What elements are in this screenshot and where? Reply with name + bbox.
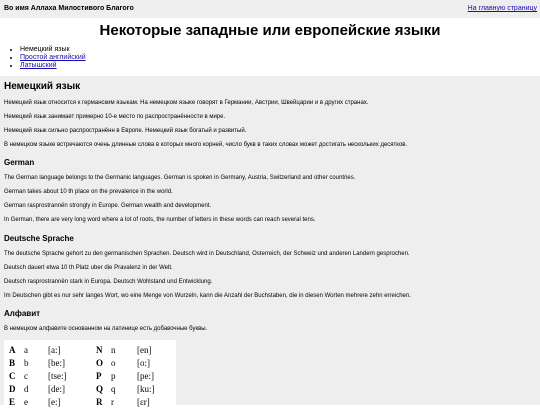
de-paragraph: Deutsch rasprostrannën stark in Europa. Deutsch Wohlstand und Entwicklung.	[4, 279, 213, 285]
letter-pronunciation: [a:]	[48, 345, 61, 355]
letter-upper: C	[9, 371, 16, 381]
letter-upper: P	[96, 371, 102, 381]
letter-pronunciation: [ɛr]	[137, 397, 150, 407]
letter-upper: E	[9, 397, 16, 407]
alphabet-row	[4, 357, 176, 370]
section-title-de: Deutsche Sprache	[4, 234, 74, 243]
toc-link-simple-english[interactable]: Простой английский	[20, 54, 86, 61]
letter-lower: o	[111, 358, 116, 368]
letter-lower: c	[24, 371, 28, 381]
letter-lower: a	[24, 345, 28, 355]
letter-upper: N	[96, 345, 103, 355]
letter-pronunciation: [en]	[137, 345, 152, 355]
de-paragraph: Im Deutschen gibt es nur sehr langes Wort, wo eine Menge von Wurzeln, kann die Anzahl der Buchstaben, die in diesen Worten mehrere zehn erreichen.	[4, 293, 411, 299]
letter-upper: A	[9, 345, 16, 355]
en-paragraph: In German, there are very long word where a lot of roots, the number of letters in these words can reach several tens.	[4, 217, 316, 223]
en-paragraph: German takes about 10 th place on the prevalence in the world.	[4, 189, 173, 195]
letter-pronunciation: [be:]	[48, 358, 65, 368]
alphabet-intro: В немецком алфавите основанном на латинице есть добавочные буквы.	[4, 326, 208, 332]
toc-link-latvian[interactable]: Латышский	[20, 62, 57, 69]
letter-upper: O	[96, 358, 104, 368]
letter-upper: Q	[96, 384, 104, 394]
ru-paragraph: Немецкий язык сильно распространённ в Европе. Немецкий язык богатый и развитый.	[4, 128, 247, 134]
toc-item-latvian[interactable]	[20, 62, 86, 70]
letter-lower: p	[111, 371, 116, 381]
alphabet-row	[4, 396, 176, 409]
top-bar	[0, 0, 540, 18]
de-paragraph: The deutsche Sprache gehort zu den germanischen Sprachen. Deutsch wird in Deutschland, Osterreich, der Schweiz und anderen Landern gesprochen.	[4, 251, 410, 257]
alphabet-row	[4, 370, 176, 383]
home-link[interactable]: На главную страницу	[467, 5, 537, 12]
letter-pronunciation: [pe:]	[137, 371, 154, 381]
letter-pronunciation: [o:]	[137, 358, 150, 368]
page-title: Некоторые западные или европейские языки	[99, 22, 441, 39]
letter-pronunciation: [e:]	[48, 397, 61, 407]
letter-upper: R	[96, 397, 103, 407]
de-paragraph: Deutsch dauert etwa 10 th Platz uber die Pravalenz in der Welt.	[4, 265, 173, 271]
alphabet-row	[4, 383, 176, 396]
ru-paragraph: В немецком языке встречаются очень длинные слова в которых много корней, число букв в таких словах может достигать нескольких десятков.	[4, 142, 408, 148]
alphabet-table	[4, 340, 176, 410]
letter-lower: b	[24, 358, 29, 368]
letter-lower: n	[111, 345, 116, 355]
letter-pronunciation: [ku:]	[137, 384, 155, 394]
en-paragraph: The German language belongs to the Germanic languages. German is spoken in Germany, Austria, Switzerland and other countries.	[4, 175, 356, 181]
alphabet-row	[4, 344, 176, 357]
letter-pronunciation: [tse:]	[48, 371, 67, 381]
section-title-en: German	[4, 158, 35, 167]
table-of-contents	[10, 46, 86, 70]
letter-pronunciation: [de:]	[48, 384, 65, 394]
letter-lower: r	[111, 397, 114, 407]
letter-upper: B	[9, 358, 16, 368]
content-area	[0, 76, 540, 405]
section-title-alphabet: Алфавит	[4, 309, 41, 318]
section-title-ru: Немецкий язык	[4, 81, 81, 92]
en-paragraph: German rasprostrannën strongly in Europe. German wealth and development.	[4, 203, 212, 209]
letter-lower: e	[24, 397, 28, 407]
letter-lower: d	[24, 384, 29, 394]
ru-paragraph: Немецкий язык относится к германским языкам. На немецком языке говорят в Германии, Австрии, Швейцарии и в других странах.	[4, 100, 369, 106]
ru-paragraph: Немецкий язык занимает примерно 10-е место по распространённости в мире.	[4, 114, 226, 120]
letter-lower: q	[111, 384, 116, 394]
bismillah-text: Во имя Аллаха Милостивого Благого	[4, 5, 134, 12]
toc-item-simple-english[interactable]	[20, 54, 86, 62]
toc-item-german: • Немецкий язык	[20, 46, 86, 54]
letter-upper: D	[9, 384, 16, 394]
